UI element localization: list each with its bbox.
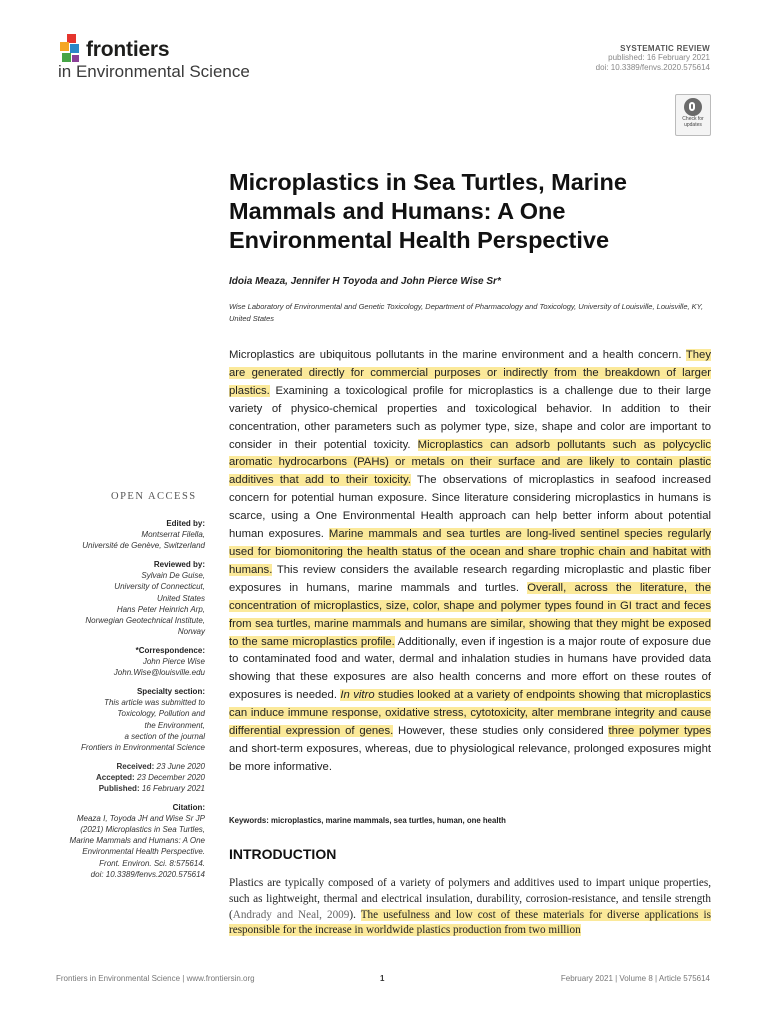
- editor-line: Université de Genève, Switzerland: [82, 541, 205, 551]
- keywords: Keywords: microplastics, marine mammals, sea turtles, human, one health: [229, 816, 506, 825]
- citation-line: Environmental Health Perspective.: [82, 847, 205, 857]
- reviewer-line: Norwegian Geotechnical Institute,: [85, 615, 205, 625]
- footer-journal-link[interactable]: Frontiers in Environmental Science | www.frontiersin.org: [56, 974, 255, 983]
- abstract-segment: This review considers the available research regarding microplastic and plastic fiber exposures in humans, marine mammals and turtles.: [229, 563, 711, 594]
- specialty-line: the Environment,: [144, 720, 205, 730]
- authors[interactable]: Idoia Meaza, Jennifer H Toyoda and John Pierce Wise Sr*: [229, 276, 501, 287]
- brand-name: frontiers: [86, 38, 170, 61]
- received-label: Received:: [116, 761, 155, 771]
- reviewed-by-label: Reviewed by:: [153, 560, 205, 570]
- reviewer-line[interactable]: Hans Peter Heinrich Arp,: [116, 604, 205, 614]
- intro-segment[interactable]: Andrady and Neal, 2009: [232, 908, 350, 921]
- accepted-row: [5, 772, 205, 783]
- dates-section: [5, 761, 205, 794]
- published-label: Published:: [98, 783, 140, 793]
- correspondence-name: John Pierce Wise: [142, 657, 205, 667]
- intro-segment: Plastics are typically composed of a variety of polymers and additives used to impart unique properties, such as lightweight, thermal and electrical insulation, durability, corrosion-resistance, and tensile strength (: [229, 877, 711, 921]
- abstract-segment: and short-term exposures, whereas, due to physiological relevance, prolonged exposures might be more informative.: [229, 742, 711, 773]
- article-info-sidebar: [5, 518, 205, 888]
- specialty-line: Toxicology, Pollution and: [117, 709, 205, 719]
- citation-label: Citation:: [172, 803, 205, 813]
- abstract-segment: Overall, across the literature, the concentration of microplastics, size, color, shape and polymer types found in GI tract and feces from sea turtles, marine mammals and humans are similar, showing that they might be exposed to the same microplastics profile.: [229, 581, 712, 648]
- article-meta: [450, 44, 710, 73]
- abstract-segment: However, these studies only considered: [393, 725, 609, 738]
- accepted-date: 23 December 2020: [136, 772, 205, 782]
- citation-section: [5, 802, 205, 880]
- specialty-line: This article was submitted to: [104, 698, 205, 708]
- abstract-segment: The observations of microplastics in seafood increased concern for potential human exposure. Since literature considering microplastics in humans is scarce, using a One Environmental Health approach can help better inform about potential human exposures.: [229, 474, 712, 541]
- footer-article-info: February 2021 | Volume 8 | Article 575614: [560, 974, 710, 983]
- intro-segment: The usefulness and low cost of these materials for diverse applications is responsible for the increase in worldwide plastics production from two million: [229, 908, 712, 937]
- received-row: [5, 761, 205, 772]
- check-updates-line1: Check for: [682, 116, 704, 122]
- accepted-label: Accepted:: [96, 772, 135, 782]
- citation-line: Front. Environ. Sci. 8:575614.: [99, 858, 205, 868]
- correspondence-email-link[interactable]: John.Wise@louisville.edu: [113, 668, 205, 678]
- specialty-line: a section of the journal: [124, 731, 205, 741]
- abstract-segment: In vitro: [340, 689, 375, 702]
- citation-doi-link[interactable]: doi: 10.3389/fenvs.2020.575614: [90, 869, 205, 879]
- journal-logo[interactable]: [56, 32, 356, 84]
- citation-line: (2021) Microplastics in Sea Turtles,: [80, 825, 205, 835]
- introduction-text: [229, 876, 711, 939]
- check-updates-line2: updates: [684, 121, 702, 128]
- reviewer-line[interactable]: Sylvain De Guise,: [141, 571, 205, 581]
- published-date-sidebar: 16 February 2021: [141, 783, 205, 793]
- check-updates-icon: [684, 98, 702, 116]
- abstract-segment: Marine mammals and sea turtles are long-lived sentinel species regularly used for biomonitoring the health status of the ocean and share trophic chain and habitat with humans.: [229, 528, 711, 576]
- abstract-segment: Additionally, even if ingestion is a major route of exposure due to contaminated food and water, dermal and inhalation studies in humans have provided data showing that these exposures are also health concerns and more effort on these routes of exposures is needed.: [229, 635, 711, 702]
- citation-line: Marine Mammals and Humans: A One: [69, 836, 205, 846]
- abstract: [229, 347, 711, 777]
- article-title: Microplastics in Sea Turtles, Marine Mammals and Humans: A One Environmental Health Perspective: [229, 169, 627, 253]
- section-heading-introduction: INTRODUCTION: [229, 846, 337, 862]
- journal-name: in Environmental Science: [58, 62, 250, 81]
- abstract-segment: They are generated directly for commercial purposes or indirectly from the breakdown of larger plastics.: [229, 349, 711, 397]
- abstract-segment: three polymer types: [608, 725, 711, 738]
- specialty-label: Specialty section:: [136, 687, 205, 697]
- correspondence-label: *Correspondence:: [135, 645, 205, 655]
- editor-line[interactable]: Montserrat Filella,: [141, 530, 205, 540]
- affiliation: Wise Laboratory of Environmental and Genetic Toxicology, Department of Pharmacology and Toxicology, University of Louisville, Louisville, KY, United States: [229, 302, 704, 323]
- published-date: published: 16 February 2021: [608, 53, 710, 62]
- reviewer-line: Norway: [177, 626, 205, 636]
- article-type: SYSTEMATIC REVIEW: [620, 44, 710, 53]
- abstract-segment: Microplastics can adsorb pollutants such as polycyclic aromatic hydrocarbons (PAHs) or metals on their surface and are likely to contain plastic additives that add to their toxicity.: [229, 438, 711, 487]
- abstract-segment: Examining a toxicological profile for microplastics is a challenge due to their large variety of physico-chemical properties and toxicological behavior. In addition to their concentration, other parameters such as polymer type, size, shape and color are important to consider in their potential toxicity.: [229, 384, 711, 451]
- edited-by-section: [5, 518, 205, 551]
- specialty-line: Frontiers in Environmental Science: [80, 742, 205, 752]
- received-date: 23 June 2020: [156, 761, 205, 771]
- check-for-updates-button[interactable]: [675, 94, 711, 136]
- abstract-segment: Microplastics are ubiquitous pollutants in the marine environment and a health concern.: [229, 349, 686, 361]
- reviewed-by-section: [5, 559, 205, 637]
- reviewer-line: University of Connecticut,: [114, 582, 205, 592]
- edited-by-label: Edited by:: [166, 519, 205, 528]
- page-number: 1: [380, 974, 385, 983]
- article-doi[interactable]: doi: 10.3389/fenvs.2020.575614: [595, 63, 710, 72]
- correspondence-section: [5, 645, 205, 678]
- open-access-label: OPEN ACCESS: [111, 491, 197, 502]
- published-row: [5, 783, 205, 794]
- abstract-segment: studies looked at a variety of endpoints showing that microplastics can induce immune response, oxidative stress, cytotoxicity, alter membrane integrity and cause differential expression of genes.: [229, 689, 712, 738]
- reviewer-line: United States: [156, 593, 205, 603]
- specialty-section: [5, 686, 205, 753]
- intro-segment: ).: [349, 908, 361, 921]
- citation-line: Meaza I, Toyoda JH and Wise Sr JP: [76, 814, 205, 824]
